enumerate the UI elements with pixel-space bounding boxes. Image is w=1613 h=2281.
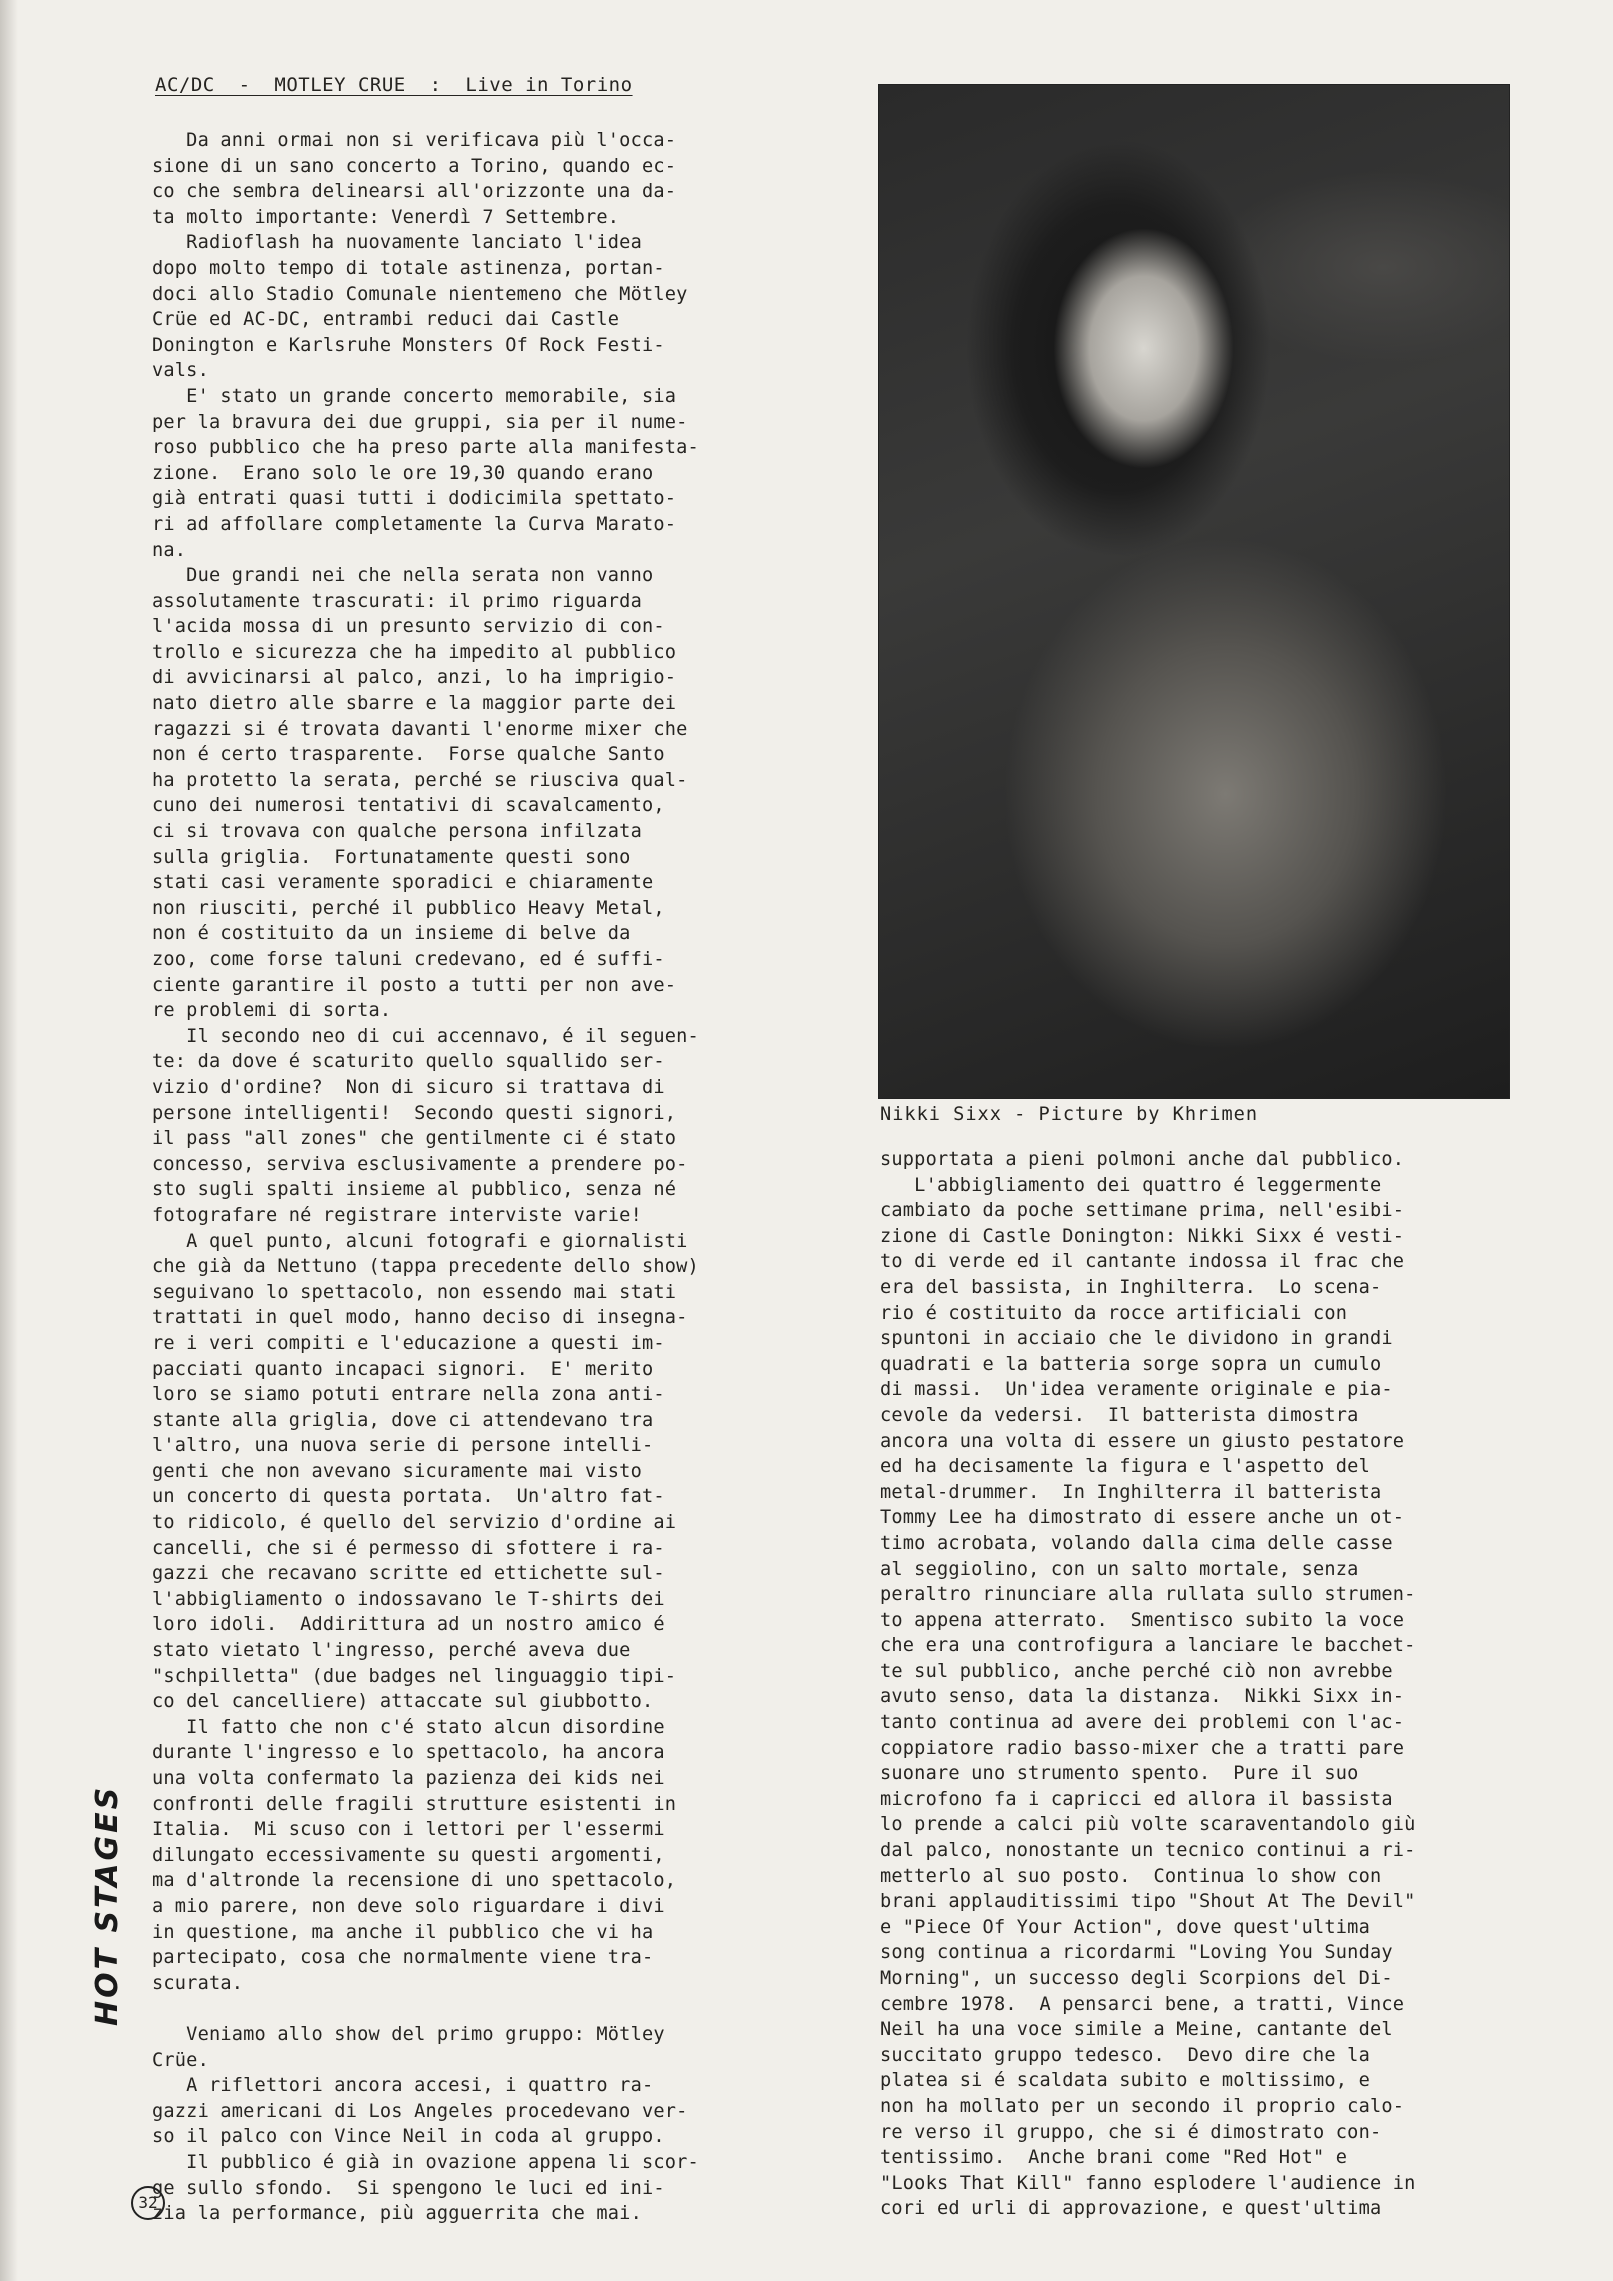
text-line: to di verde ed il cantante indossa il frac che [880, 1251, 1405, 1273]
text-line: stante alla griglia, dove ci attendevano tra [152, 1409, 654, 1431]
text-line [152, 1996, 792, 2022]
text-line: cori ed urli di approvazione, e quest'ultima [880, 2198, 1382, 2220]
text-line: metal-drummer. In Inghilterra il batterista [880, 1481, 1382, 1503]
text-line: A quel punto, alcuni fotografi e giornalisti [152, 1230, 688, 1252]
text-line: te sul pubblico, anche perché ciò non avrebbe [880, 1660, 1393, 1682]
text-line: A riflettori ancora accesi, i quattro ra- [152, 2075, 654, 2097]
text-line: l'altro, una nuova serie di persone intelli- [152, 1435, 654, 1457]
text-line: concesso, serviva esclusivamente a prendere po- [152, 1153, 688, 1175]
text-line: a mio parere, non deve solo riguardare i divi [152, 1895, 665, 1917]
text-line: al seggiolino, con un salto mortale, senza [880, 1558, 1359, 1580]
text-line: roso pubblico che ha preso parte alla manifesta- [152, 437, 699, 459]
photo-caption: Nikki Sixx - Picture by Khrimen [880, 1104, 1259, 1125]
text-line: non riusciti, perché il pubblico Heavy Metal, [152, 897, 665, 919]
text-line: ma d'altronde la recensione di uno spettacolo, [152, 1870, 677, 1892]
text-line: platea si é scaldata subito e moltissimo, e [880, 2070, 1370, 2092]
text-line: cembre 1978. A pensarci bene, a tratti, Vince [880, 1993, 1405, 2015]
text-line: in questione, ma anche il pubblico che vi ha [152, 1921, 654, 1943]
text-line: succitato gruppo tedesco. Devo dire che la [880, 2044, 1370, 2066]
left-text-column [152, 128, 792, 2227]
text-line: sione di un sano concerto a Torino, quando ec- [152, 155, 677, 177]
page-number: 32 [131, 2186, 165, 2220]
text-line: re verso il gruppo, che si é dimostrato con- [880, 2121, 1382, 2143]
text-line: so il palco con Vince Neil in coda al gruppo. [152, 2126, 665, 2148]
text-line: zione di Castle Donington: Nikki Sixx é vesti- [880, 1225, 1405, 1247]
text-line: re problemi di sorta. [152, 1000, 392, 1022]
headline-text: AC/DC - MOTLEY CRUE : Live in Torino [155, 74, 633, 96]
text-line: nato dietro alle sbarre e la maggior parte dei [152, 693, 677, 715]
text-line: "Looks That Kill" fanno esplodere l'audience in [880, 2172, 1416, 2194]
text-line: stato vietato l'ingresso, perché aveva due [152, 1640, 631, 1662]
text-line: gazzi che recavano scritte ed ettichette sul- [152, 1563, 665, 1585]
text-line: ciente garantire il posto a tutti per non ave- [152, 974, 677, 996]
text-line: che era una controfigura a lanciare le bacchet- [880, 1635, 1416, 1657]
text-line: Il secondo neo di cui accennavo, é il seguen- [152, 1025, 699, 1047]
text-line: vizio d'ordine? Non di sicuro si trattava di [152, 1076, 665, 1098]
text-line: non ha mollato per un secondo il proprio calo- [880, 2095, 1405, 2117]
text-line: Veniamo allo show del primo gruppo: Mötley [152, 2023, 665, 2045]
text-line: di massi. Un'idea veramente originale e pia- [880, 1379, 1393, 1401]
text-line: cuno dei numerosi tentativi di scavalcamento, [152, 795, 665, 817]
text-line: Radioflash ha nuovamente lanciato l'idea [152, 232, 642, 254]
text-line: per la bravura dei due gruppi, sia per il nume- [152, 411, 688, 433]
text-line: avuto senso, data la distanza. Nikki Sixx in- [880, 1686, 1405, 1708]
text-line: ge sullo sfondo. Si spengono le luci ed ini- [152, 2177, 665, 2199]
right-text-column [880, 1147, 1500, 2222]
text-line: cevole da vedersi. Il batterista dimostra [880, 1404, 1359, 1426]
text-line: ha protetto la serata, perché se riusciva qual- [152, 769, 688, 791]
text-line: stati casi veramente sporadici e chiaramente [152, 872, 654, 894]
text-line: Il fatto che non c'é stato alcun disordine [152, 1716, 665, 1738]
text-line: partecipato, cosa che normalmente viene tra- [152, 1947, 654, 1969]
text-line: Il pubblico é già in ovazione appena li scor- [152, 2151, 699, 2173]
nikki-sixx-photo [878, 84, 1510, 1099]
text-line: Tommy Lee ha dimostrato di essere anche un ot- [880, 1507, 1405, 1529]
text-line: persone intelligenti! Secondo questi signori, [152, 1102, 677, 1124]
text-line: trattati in quel modo, hanno deciso di insegna- [152, 1307, 688, 1329]
text-line: scurata. [152, 1972, 244, 1994]
text-line: durante l'ingresso e lo spettacolo, ha ancora [152, 1742, 665, 1764]
text-line: loro idoli. Addirittura ad un nostro amico é [152, 1614, 665, 1636]
text-line: lo prende a calci più volte scaraventandolo giù [880, 1814, 1416, 1836]
text-line: Morning", un successo degli Scorpions del Di- [880, 1968, 1393, 1989]
text-line: co del cancelliere) attaccate sul giubbotto. [152, 1691, 654, 1713]
text-line: L'abbigliamento dei quattro é leggermente [880, 1174, 1382, 1196]
text-line: brani applauditissimi tipo "Shout At The Devil" [880, 1891, 1416, 1913]
text-line: dilungato eccessivamente su questi argomenti, [152, 1844, 665, 1866]
text-line: E' stato un grande concerto memorabile, sia [152, 385, 677, 407]
text-line: re i veri compiti e l'educazione a questi im- [152, 1332, 665, 1354]
text-line: supportata a pieni polmoni anche dal pubblico. [880, 1149, 1405, 1170]
text-line: microfono fa i capricci ed allora il bassista [880, 1788, 1393, 1810]
text-line: trollo e sicurezza che ha impedito al pubblico [152, 641, 677, 663]
text-line: sulla griglia. Fortunatamente questi sono [152, 846, 631, 868]
text-line: dal palco, nonostante un tecnico continui a ri- [880, 1840, 1416, 1862]
text-line: pacciati quanto incapaci signori. E' merito [152, 1358, 654, 1380]
text-line: già entrati quasi tutti i dodicimila spettato- [152, 488, 677, 510]
text-line: e "Piece Of Your Action", dove quest'ultima [880, 1916, 1370, 1938]
text-line: cancelli, che si é permesso di sfottere i ra- [152, 1537, 665, 1559]
text-line: fotografare né registrare interviste varie! [152, 1204, 642, 1226]
text-line: il pass "all zones" che gentilmente ci é stato [152, 1128, 677, 1150]
text-line: confronti delle fragili strutture esistenti in [152, 1793, 677, 1815]
text-line: zione. Erano solo le ore 19,30 quando erano [152, 462, 654, 484]
text-line: peraltro rinunciare alla rullata sullo strumen- [880, 1584, 1416, 1606]
text-line: di avvicinarsi al palco, anzi, lo ha imprigio- [152, 667, 677, 689]
text-line: Italia. Mi scuso con i lettori per l'essermi [152, 1819, 665, 1841]
text-line: una volta confermato la pazienza dei kids nei [152, 1768, 665, 1789]
text-line: tanto continua ad avere dei problemi con l'ac- [880, 1712, 1405, 1734]
text-line: ci si trovava con qualche persona infilzata [152, 821, 642, 843]
article-headline [155, 74, 633, 96]
text-line: Crüe. [152, 2049, 209, 2071]
text-line: Da anni ormai non si verificava più l'occa- [152, 130, 677, 151]
text-line: spuntoni in acciaio che le dividono in grandi [880, 1328, 1393, 1350]
text-line: seguivano lo spettacolo, non essendo mai stati [152, 1281, 677, 1303]
text-line: l'acida mossa di un presunto servizio di con- [152, 616, 665, 638]
text-line: metterlo al suo posto. Continua lo show con [880, 1865, 1382, 1887]
text-line: "schpilletta" (due badges nel linguaggio tipi- [152, 1665, 677, 1687]
text-line: Crüe ed AC-DC, entrambi reduci dai Castle [152, 309, 620, 331]
text-line: ri ad affollare completamente la Curva Marato- [152, 513, 677, 535]
text-line: dopo molto tempo di totale astinenza, portan- [152, 257, 665, 279]
text-line: to appena atterrato. Smentisco subito la voce [880, 1609, 1405, 1631]
text-line: te: da dove é scaturito quello squallido ser- [152, 1051, 665, 1073]
text-line: non é certo trasparente. Forse qualche Santo [152, 744, 665, 766]
text-line: genti che non avevano sicuramente mai visto [152, 1460, 642, 1482]
text-line: che già da Nettuno (tappa precedente dello show) [152, 1256, 699, 1278]
text-line: assolutamente trascurati: il primo riguarda [152, 590, 642, 612]
page-edge-shadow [0, 0, 18, 2281]
text-line: co che sembra delinearsi all'orizzonte una da- [152, 181, 677, 203]
text-line: ragazzi si é trovata davanti l'enorme mixer che [152, 718, 688, 740]
section-label-vertical [86, 1784, 125, 2030]
text-line: ta molto importante: Venerdì 7 Settembre. [152, 206, 620, 228]
text-line: gazzi americani di Los Angeles procedevano ver- [152, 2100, 688, 2122]
text-line: non é costituito da un insieme di belve da [152, 923, 631, 945]
text-line: vals. [152, 360, 209, 382]
text-line: to ridicolo, é quello del servizio d'ordine ai [152, 1512, 677, 1534]
text-line: zoo, come forse taluni credevano, ed é suffi- [152, 949, 665, 970]
text-line: song continua a ricordarmi "Loving You Sunday [880, 1942, 1393, 1964]
text-line: Donington e Karlsruhe Monsters Of Rock Festi- [152, 334, 665, 356]
text-line: Neil ha una voce simile a Meine, cantante del [880, 2019, 1393, 2041]
section-label-text: HOT STAGES [90, 1784, 125, 2026]
text-line: loro se siamo potuti entrare nella zona anti- [152, 1384, 665, 1406]
text-line: timo acrobata, volando dalla cima delle casse [880, 1532, 1393, 1554]
text-line: doci allo Stadio Comunale nientemeno che Mötley [152, 283, 688, 305]
text-line: suonare uno strumento spento. Pure il suo [880, 1763, 1359, 1785]
text-line: na. [152, 539, 187, 561]
text-line: cambiato da poche settimane prima, nell'esibi- [880, 1200, 1405, 1222]
text-line: un concerto di questa portata. Un'altro fat- [152, 1486, 665, 1508]
text-line: l'abbigliamento o indossavano le T-shirts dei [152, 1588, 665, 1610]
text-line: zia la performance, più agguerrita che mai. [152, 2203, 642, 2225]
text-line: sto sugli spalti insieme al pubblico, senza né [152, 1179, 677, 1201]
text-line: Due grandi nei che nella serata non vanno [152, 565, 654, 587]
text-line: ancora una volta di essere un giusto pestatore [880, 1430, 1405, 1452]
text-line: quadrati e la batteria sorge sopra un cumulo [880, 1353, 1382, 1375]
text-line: tentissimo. Anche brani come "Red Hot" e [880, 2147, 1348, 2169]
text-line: era del bassista, in Inghilterra. Lo scena- [880, 1276, 1382, 1298]
text-line: rio é costituito da rocce artificiali con [880, 1302, 1348, 1324]
text-line: coppiatore radio basso-mixer che a tratti pare [880, 1737, 1405, 1759]
text-line: ed ha decisamente la figura e l'aspetto del [880, 1456, 1370, 1478]
